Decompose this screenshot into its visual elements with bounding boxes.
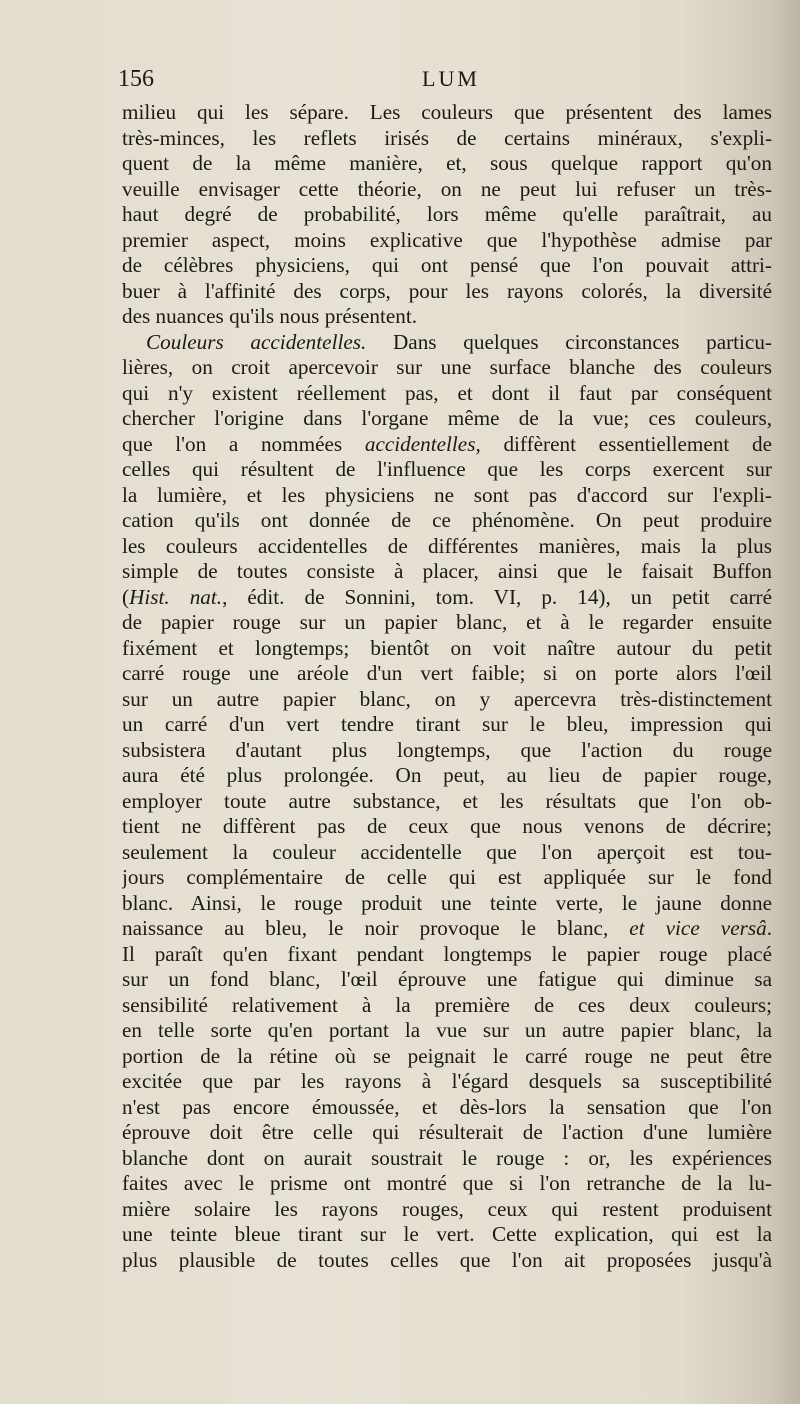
body-text [122, 100, 772, 1273]
text-line [122, 840, 772, 866]
text-run: lières, on croit apercevoir sur une surface blanche des couleurs [122, 355, 772, 379]
italic-run: accidentelles [364, 431, 476, 456]
text-line [122, 1120, 772, 1146]
text-run: , diffèrent essentiellement de [475, 431, 772, 456]
text-run: de célèbres physiciens, qui ont pensé que l'on pouvait attri- [122, 253, 772, 277]
text-line [122, 916, 772, 942]
text-run: une teinte bleue tirant sur le vert. Cette explication, qui est la [122, 1222, 772, 1246]
text-line [122, 993, 772, 1019]
text-run: buer à l'affinité des corps, pour les rayons colorés, la diversité [122, 278, 772, 303]
text-line [122, 1248, 772, 1274]
text-line [122, 661, 772, 687]
text-run: faites avec le prisme ont montré que si l'on retranche de la lu- [122, 1171, 772, 1195]
text-line [122, 253, 772, 279]
text-run: portion de la rétine où se peignait le carré rouge ne peut être [122, 1043, 772, 1068]
text-run: tient ne diffèrent pas de ceux que nous venons de décrire; [122, 814, 772, 838]
text-run: seulement la couleur accidentelle que l'on aperçoit est tou- [122, 839, 772, 864]
text-run: naissance au bleu, le noir provoque le blanc, [122, 916, 630, 940]
text-run: de papier rouge sur un papier blanc, et à le regarder ensuite [122, 610, 772, 634]
text-run: ( [122, 584, 130, 609]
text-line [122, 636, 772, 662]
text-line [122, 508, 772, 534]
text-line [122, 330, 772, 356]
text-run: aura été plus prolongée. On peut, au lieu de papier rouge, [122, 763, 772, 787]
text-line [122, 432, 772, 458]
running-head: LUM [422, 66, 480, 91]
text-line [122, 177, 772, 203]
text-line [122, 763, 772, 789]
text-run: jours complémentaire de celle qui est appliquée sur le fond [122, 865, 772, 889]
text-line [122, 559, 772, 585]
text-run: Dans quelques circonstances particu- [366, 329, 772, 354]
text-line [122, 381, 772, 407]
text-line [122, 126, 772, 152]
text-run: employer toute autre substance, et les résultats que l'on ob- [122, 788, 772, 813]
text-line [122, 406, 772, 432]
text-line [122, 457, 772, 483]
text-line [122, 942, 772, 968]
text-run: celles qui résultent de l'influence que les corps exercent sur [122, 457, 772, 481]
text-run: blanche dont on aurait soustrait le rouge : or, les expériences [122, 1145, 772, 1170]
text-line [122, 789, 772, 815]
text-run: sur un fond blanc, l'œil éprouve une fatigue qui diminue sa [122, 967, 772, 991]
text-run: . [766, 916, 772, 940]
text-line [122, 355, 772, 381]
text-run: premier aspect, moins explicative que l'hypothèse admise par [122, 227, 772, 252]
text-run: blanc. Ainsi, le rouge produit une teinte verte, le jaune donne [122, 890, 772, 915]
text-run: excitée que par les rayons à l'égard desquels sa susceptibilité [122, 1069, 772, 1093]
italic-run: Couleurs accidentelles. [146, 329, 367, 354]
text-run: les couleurs accidentelles de différentes manières, mais la plus [122, 533, 772, 558]
text-run: , édit. de Sonnini, tom. VI, p. 14), un petit carré [222, 584, 772, 609]
page-header [118, 66, 768, 96]
text-run: subsistera d'autant plus longtemps, que l'action du rouge [122, 737, 772, 762]
text-line [122, 279, 772, 305]
text-run: très-minces, les reflets irisés de certains minéraux, s'expli- [122, 125, 772, 150]
text-run: sensibilité relativement à la première de ces deux couleurs; [122, 992, 772, 1017]
text-line [122, 891, 772, 917]
text-line [122, 610, 772, 636]
italic-run: Hist. nat. [129, 584, 223, 609]
italic-run: et vice versâ [629, 916, 767, 940]
text-run: la lumière, et les physiciens ne sont pas d'accord sur l'expli- [122, 482, 772, 507]
text-run: fixément et longtemps; bientôt on voit naître autour du petit [122, 635, 772, 660]
text-line [122, 1069, 772, 1095]
text-line [122, 1197, 772, 1223]
text-run: carré rouge une aréole d'un vert faible; si on porte alors l'œil [122, 661, 772, 685]
text-line [122, 1222, 772, 1248]
text-line [122, 483, 772, 509]
text-run: n'est pas encore émoussée, et dès-lors la sensation que l'on [122, 1094, 772, 1119]
text-line [122, 1018, 772, 1044]
text-run: mière solaire les rayons rouges, ceux qui restent produisent [122, 1196, 772, 1221]
text-line [122, 1146, 772, 1172]
text-line [122, 151, 772, 177]
text-line [122, 1171, 772, 1197]
text-run: milieu qui les sépare. Les couleurs que présentent des lames [122, 100, 772, 124]
text-run: quent de la même manière, et, sous quelque rapport qu'on [122, 151, 772, 175]
text-line [122, 712, 772, 738]
text-run: des nuances qu'ils nous présentent. [122, 304, 418, 328]
text-run: en telle sorte qu'en portant la vue sur un autre papier blanc, la [122, 1018, 772, 1042]
text-run: un carré d'un vert tendre tirant sur le bleu, impression qui [122, 712, 772, 736]
text-line [122, 865, 772, 891]
text-run: haut degré de probabilité, lors même qu'elle paraîtrait, au [122, 202, 772, 226]
text-line [122, 304, 772, 330]
text-run: Il paraît qu'en fixant pendant longtemps le papier rouge placé [122, 941, 772, 966]
text-line [122, 534, 772, 560]
text-run: sur un autre papier blanc, on y apercevra très-distinctement [122, 686, 772, 711]
text-run: chercher l'origine dans l'organe même de la vue; ces couleurs, [122, 406, 772, 430]
text-line [122, 585, 772, 611]
text-run: que l'on a nommées [122, 431, 365, 456]
text-line [122, 1095, 772, 1121]
text-line [122, 967, 772, 993]
text-line [122, 738, 772, 764]
text-run: éprouve doit être celle qui résulterait de l'action d'une lumière [122, 1120, 772, 1144]
text-line [122, 202, 772, 228]
text-line [122, 100, 772, 126]
text-line [122, 1044, 772, 1070]
text-run: simple de toutes consiste à placer, ainsi que le faisait Buffon [122, 559, 772, 583]
text-run: veuille envisager cette théorie, on ne peut lui refuser un très- [122, 176, 772, 201]
text-line [122, 687, 772, 713]
text-run: qui n'y existent réellement pas, et dont il faut par conséquent [122, 380, 772, 405]
text-run: plus plausible de toutes celles que l'on ait proposées jusqu'à [122, 1247, 772, 1272]
text-line [122, 228, 772, 254]
page-number: 156 [118, 66, 154, 92]
text-run: cation qu'ils ont donnée de ce phénomène. On peut produire [122, 508, 772, 532]
text-line [122, 814, 772, 840]
